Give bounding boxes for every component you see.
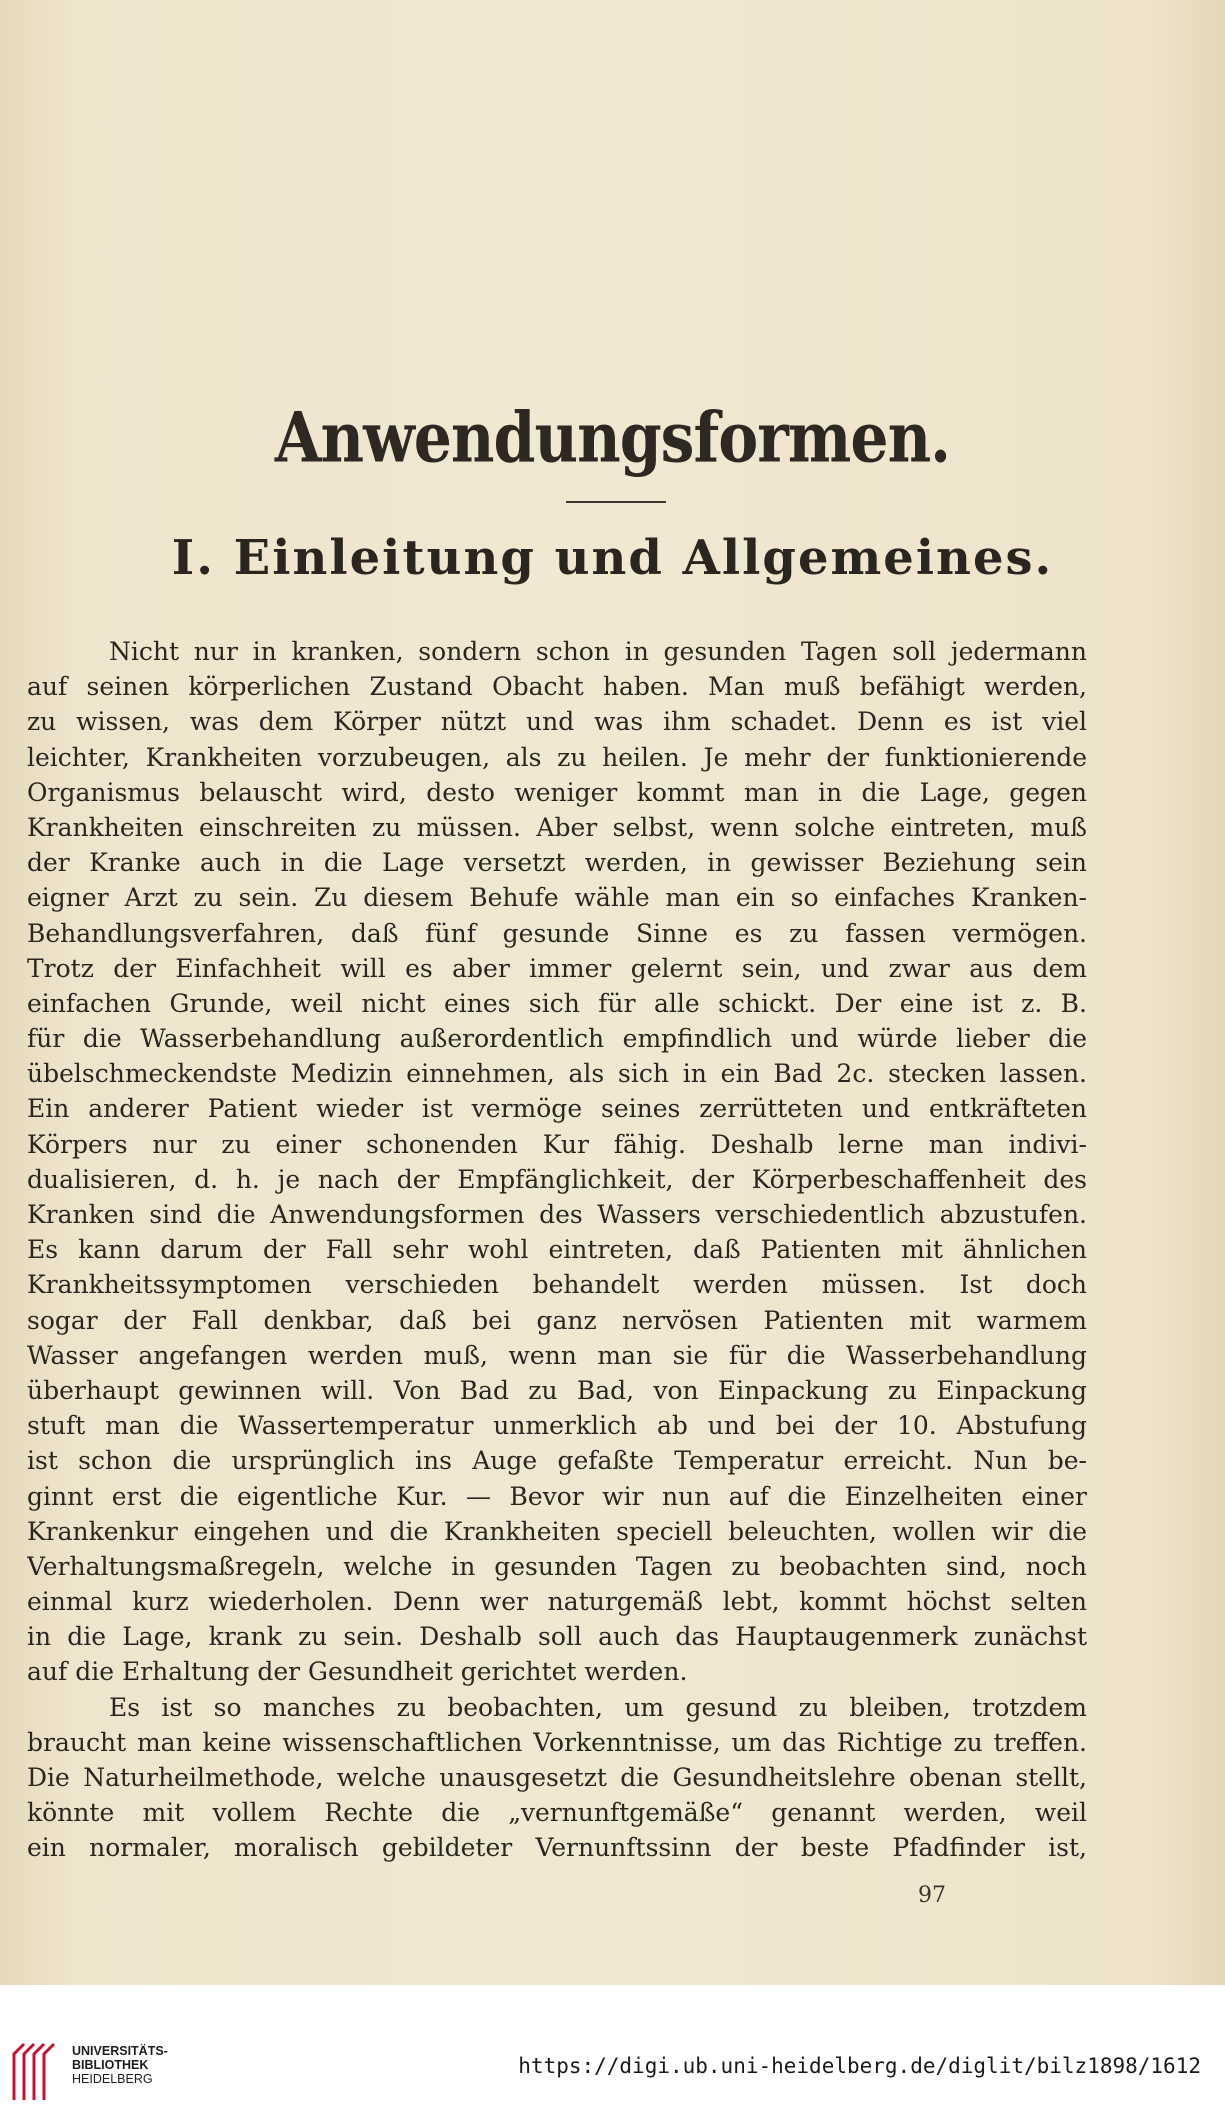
text-line: für die Wasserbehandlung außerordentlich empfindlich und würde lieber die [27, 1024, 1087, 1054]
text-line: einmal kurz wiederholen. Denn wer naturgemäß lebt, kommt höchst selten [27, 1587, 1087, 1617]
library-name-line-2: BIBLIOTHEK [72, 2058, 149, 2072]
text-line: Krankenkur eingehen und die Krankheiten speciell beleuchten, wollen wir die [27, 1516, 1087, 1546]
library-name-line-3: HEIDELBERG [72, 2072, 153, 2086]
text-line: könnte mit vollem Rechte die „vernunftgemäße“ genannt werden, weil [27, 1798, 1087, 1828]
text-line: ist schon die ursprünglich ins Auge gefaßte Temperatur erreicht. Nun be- [27, 1446, 1087, 1476]
library-name-line-1: UNIVERSITÄTS- [72, 2044, 168, 2058]
viewer-footer [0, 1985, 1225, 2113]
text-line: Ein anderer Patient wieder ist vermöge seines zerrütteten und entkräfteten [27, 1094, 1087, 1124]
text-line: leichter, Krankheiten vorzubeugen, als zu heilen. Je mehr der funktionierende [27, 742, 1087, 772]
library-logo-icon[interactable] [10, 2040, 58, 2104]
text-line: Körpers nur zu einer schonenden Kur fähig. Deshalb lerne man indivi- [27, 1129, 1087, 1159]
text-line: braucht man keine wissenschaftlichen Vorkenntnisse, um das Richtige zu treffen. [27, 1727, 1087, 1757]
text-line: der Kranke auch in die Lage versetzt werden, in gewisser Beziehung sein [27, 848, 1087, 878]
text-line: Es kann darum der Fall sehr wohl eintreten, daß Patienten mit ähnlichen [27, 1235, 1087, 1265]
text-line: sogar der Fall denkbar, daß bei ganz nervösen Patienten mit warmem [27, 1305, 1087, 1335]
heading-divider [566, 501, 666, 503]
text-line: eigner Arzt zu sein. Zu diesem Behufe wähle man ein so einfaches Kranken- [27, 883, 1087, 913]
text-line: Wasser angefangen werden muß, wenn man sie für die Wasserbehandlung [27, 1340, 1087, 1370]
text-line: Krankheitssymptomen verschieden behandelt werden müssen. Ist doch [27, 1270, 1087, 1300]
section-heading: I. Einleitung und Allgemeines. [171, 530, 1054, 586]
text-line: ginnt erst die eigentliche Kur. — Bevor wir nun auf die Einzelheiten einer [27, 1481, 1087, 1511]
text-line: überhaupt gewinnen will. Von Bad zu Bad, von Einpackung zu Einpackung [27, 1375, 1087, 1405]
text-line: Kranken sind die Anwendungsformen des Wassers verschiedentlich abzustufen. [27, 1200, 1087, 1229]
body-text [27, 634, 1087, 1866]
text-line: Krankheiten einschreiten zu müssen. Aber selbst, wenn solche eintreten, muß [27, 812, 1087, 842]
text-line: stuft man die Wassertemperatur unmerklich ab und bei der 10. Abstufung [27, 1411, 1087, 1441]
text-line: Die Naturheilmethode, welche unausgesetzt die Gesundheitslehre obenan stellt, [27, 1763, 1087, 1792]
text-line: ein normaler, moralisch gebildeter Vernunftssinn der beste Pfadfinder ist, [27, 1833, 1087, 1863]
text-line: Es ist so manches zu beobachten, um gesund zu bleiben, trotzdem [109, 1692, 1087, 1722]
text-line: übelschmeckendste Medizin einnehmen, als sich in ein Bad 2c. stecken lassen. [27, 1059, 1087, 1089]
text-line: Trotz der Einfachheit will es aber immer gelernt sein, und zwar aus dem [27, 953, 1087, 983]
page-number: 97 [918, 1883, 946, 1908]
text-line: Nicht nur in kranken, sondern schon in gesunden Tagen soll jedermann [109, 637, 1087, 666]
text-line: Verhaltungsmaßregeln, welche in gesunden Tagen zu beobachten sind, noch [27, 1551, 1087, 1581]
text-line: einfachen Grunde, weil nicht eines sich für alle schickt. Der eine ist z. B. [27, 988, 1087, 1018]
text-line: dualisieren, d. h. je nach der Empfänglichkeit, der Körperbeschaffenheit des [27, 1164, 1087, 1194]
library-name [72, 2044, 168, 2086]
text-line: Behandlungsverfahren, daß fünf gesunde Sinne es zu fassen vermögen. [27, 918, 1087, 948]
text-line: Organismus belauscht wird, desto weniger kommt man in die Lage, gegen [27, 777, 1087, 807]
chapter-heading: Anwendungsformen. [274, 398, 951, 479]
text-line: auf die Erhaltung der Gesundheit gerichtet werden. [27, 1657, 688, 1687]
text-line: auf seinen körperlichen Zustand Obacht haben. Man muß befähigt werden, [27, 672, 1087, 702]
text-line: in die Lage, krank zu sein. Deshalb soll auch das Hauptaugenmerk zunächst [27, 1622, 1087, 1652]
permalink-url[interactable]: https://digi.ub.uni-heidelberg.de/diglit/bilz1898/1612 [518, 2054, 1201, 2078]
text-line: zu wissen, was dem Körper nützt und was ihm schadet. Denn es ist viel [27, 707, 1087, 737]
